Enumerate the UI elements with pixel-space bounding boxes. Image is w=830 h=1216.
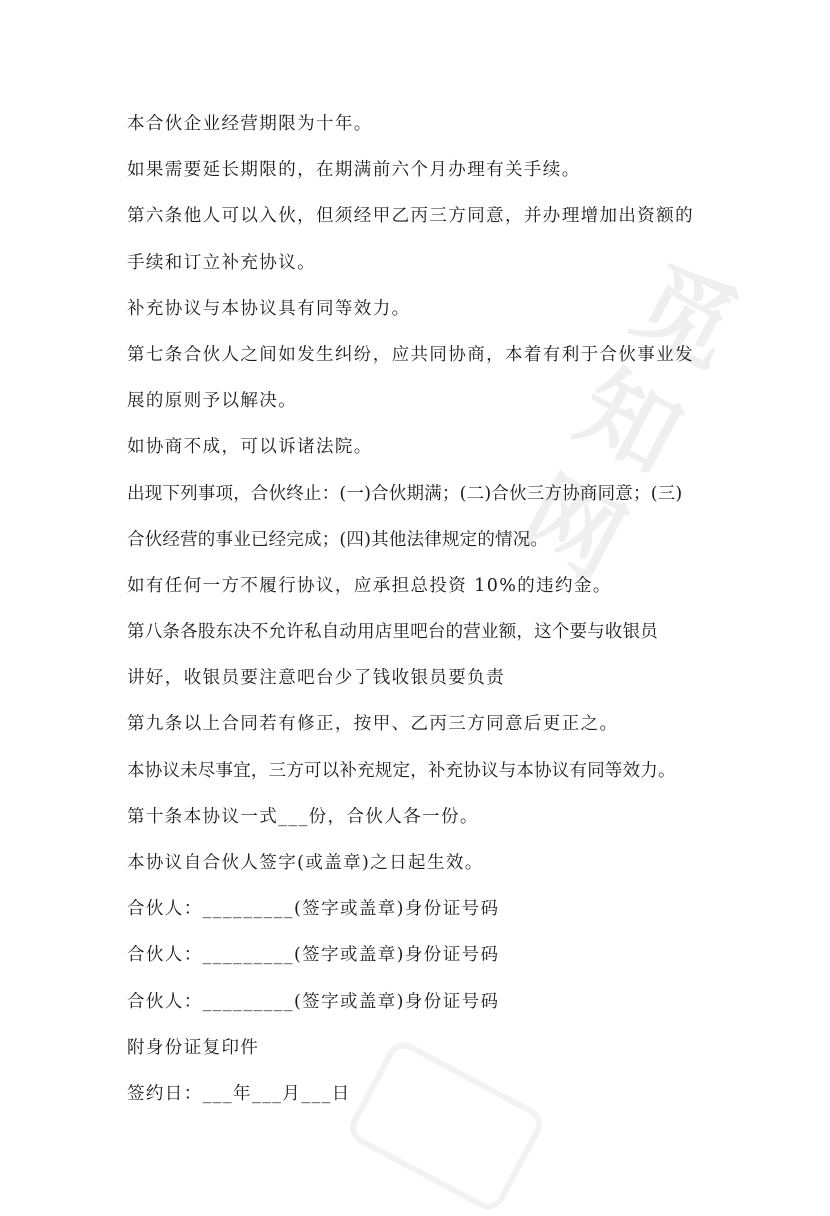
signature-line: 合伙人：_________(签字或盖章)身份证号码 — [127, 991, 500, 1012]
text-line: 本协议未尽事宜，三方可以补充规定，补充协议与本协议有同等效力。 — [127, 760, 676, 781]
text-line: 第十条本协议一式___份，合伙人各一份。 — [127, 806, 479, 827]
text-line: 合伙经营的事业已经完成；(四)其他法律规定的情况。 — [127, 529, 549, 550]
document-body — [127, 104, 727, 1120]
text-line: 第六条他人可以入伙，但须经甲乙丙三方同意，并办理增加出资额的 — [127, 206, 694, 227]
signing-date-line: 签约日：___年___月___日 — [127, 1083, 351, 1104]
text-line: 第九条以上合同若有修正，按甲、乙丙三方同意后更正之。 — [127, 714, 619, 735]
text-line: 出现下列事项，合伙终止：(一)合伙期满；(二)合伙三方协商同意；(三) — [127, 483, 683, 504]
text-line: 第八条各股东决不允许私自动用店里吧台的营业额，这个要与收银员 — [127, 622, 658, 643]
text-line: 本合伙企业经营期限为十年。 — [127, 114, 373, 134]
signature-line: 合伙人：_________(签字或盖章)身份证号码 — [127, 899, 500, 920]
text-line: 附身份证复印件 — [127, 1037, 260, 1058]
text-line: 讲好，收银员要注意吧台少了钱收银员要负责 — [127, 668, 505, 689]
text-line: 手续和订立补充协议。 — [127, 252, 316, 273]
text-line: 补充协议与本协议具有同等效力。 — [127, 298, 411, 319]
signature-line: 合伙人：_________(签字或盖章)身份证号码 — [127, 945, 500, 966]
text-line: 如有任何一方不履行协议，应承担总投资 10%的违约金。 — [127, 575, 612, 596]
text-line: 第七条合伙人之间如发生纠纷，应共同协商，本着有利于合伙事业发 — [127, 344, 694, 365]
watermark: 觅 知 网 — [504, 244, 755, 601]
text-line: 本协议自合伙人签字(或盖章)之日起生效。 — [127, 853, 484, 873]
text-line: 如果需要延长期限的，在期满前六个月办理有关手续。 — [127, 160, 581, 181]
text-line: 如协商不成，可以诉诸法院。 — [127, 437, 373, 458]
text-line: 展的原则予以解决。 — [127, 391, 298, 412]
